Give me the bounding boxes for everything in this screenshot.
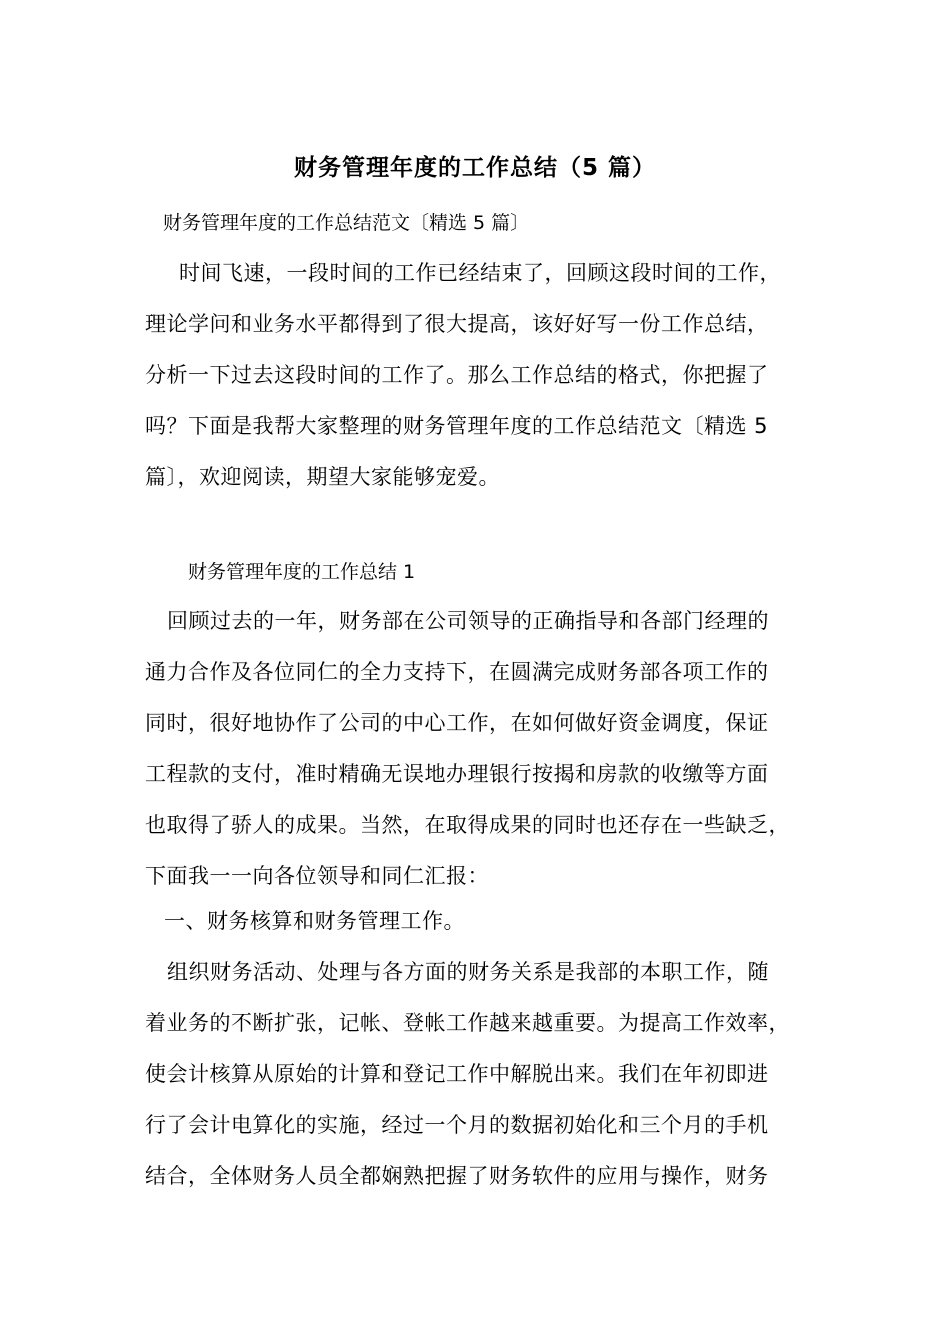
paragraph-line: 使会计核算从原始的计算和登记工作中解脱出来。我们在年初即进: [145, 1062, 769, 1086]
paragraph-line: 时间飞速，一段时间的工作已经结束了，回顾这段时间的工作，: [179, 261, 781, 285]
paragraph-line: 也取得了骄人的成果。当然，在取得成果的同时也还存在一些缺乏，: [145, 813, 790, 837]
paragraph-line: 行了会计电算化的实施，经过一个月的数据初始化和三个月的手机: [145, 1113, 769, 1137]
paragraph-line: 分析一下过去这段时间的工作了。那么工作总结的格式，你把握了: [145, 363, 769, 387]
section-heading: 财务管理年度的工作总结 1: [188, 561, 416, 583]
paragraph-line: 理论学问和业务水平都得到了很大提高，该好好写一份工作总结，: [145, 312, 769, 336]
paragraph-line: 下面我一一向各位领导和同仁汇报：: [145, 864, 489, 888]
paragraph-line: 同时，很好地协作了公司的中心工作，在如何做好资金调度，保证: [145, 711, 769, 735]
body-paragraph: [145, 596, 815, 902]
paragraph-line: 工程款的支付，准时精确无误地办理银行按揭和房款的收缴等方面: [145, 762, 769, 786]
paragraph-line: 着业务的不断扩张，记帐、登帐工作越来越重要。为提高工作效率，: [145, 1011, 790, 1035]
paragraph-line: 结合，全体财务人员全都娴熟把握了财务软件的应用与操作，财务: [145, 1164, 769, 1188]
paragraph-line: 组织财务活动、处理与各方面的财务关系是我部的本职工作，随: [167, 960, 769, 984]
paragraph-line: 通力合作及各位同仁的全力支持下，在圆满完成财务部各项工作的: [145, 660, 769, 684]
item-heading: 一、财务核算和财务管理工作。: [164, 909, 465, 933]
paragraph-line: 篇〕，欢迎阅读，期望大家能够宠爱。: [145, 465, 500, 489]
intro-paragraph: [145, 248, 815, 503]
paragraph-line: 吗？下面是我帮大家整理的财务管理年度的工作总结范文〔精选 5: [145, 414, 769, 438]
document-subtitle: 财务管理年度的工作总结范文〔精选 5 篇〕: [163, 212, 530, 234]
item-paragraph: [145, 947, 815, 1202]
paragraph-line: 回顾过去的一年，财务部在公司领导的正确指导和各部门经理的: [167, 609, 769, 633]
document-title: 财务管理年度的工作总结（5 篇）: [293, 155, 656, 181]
